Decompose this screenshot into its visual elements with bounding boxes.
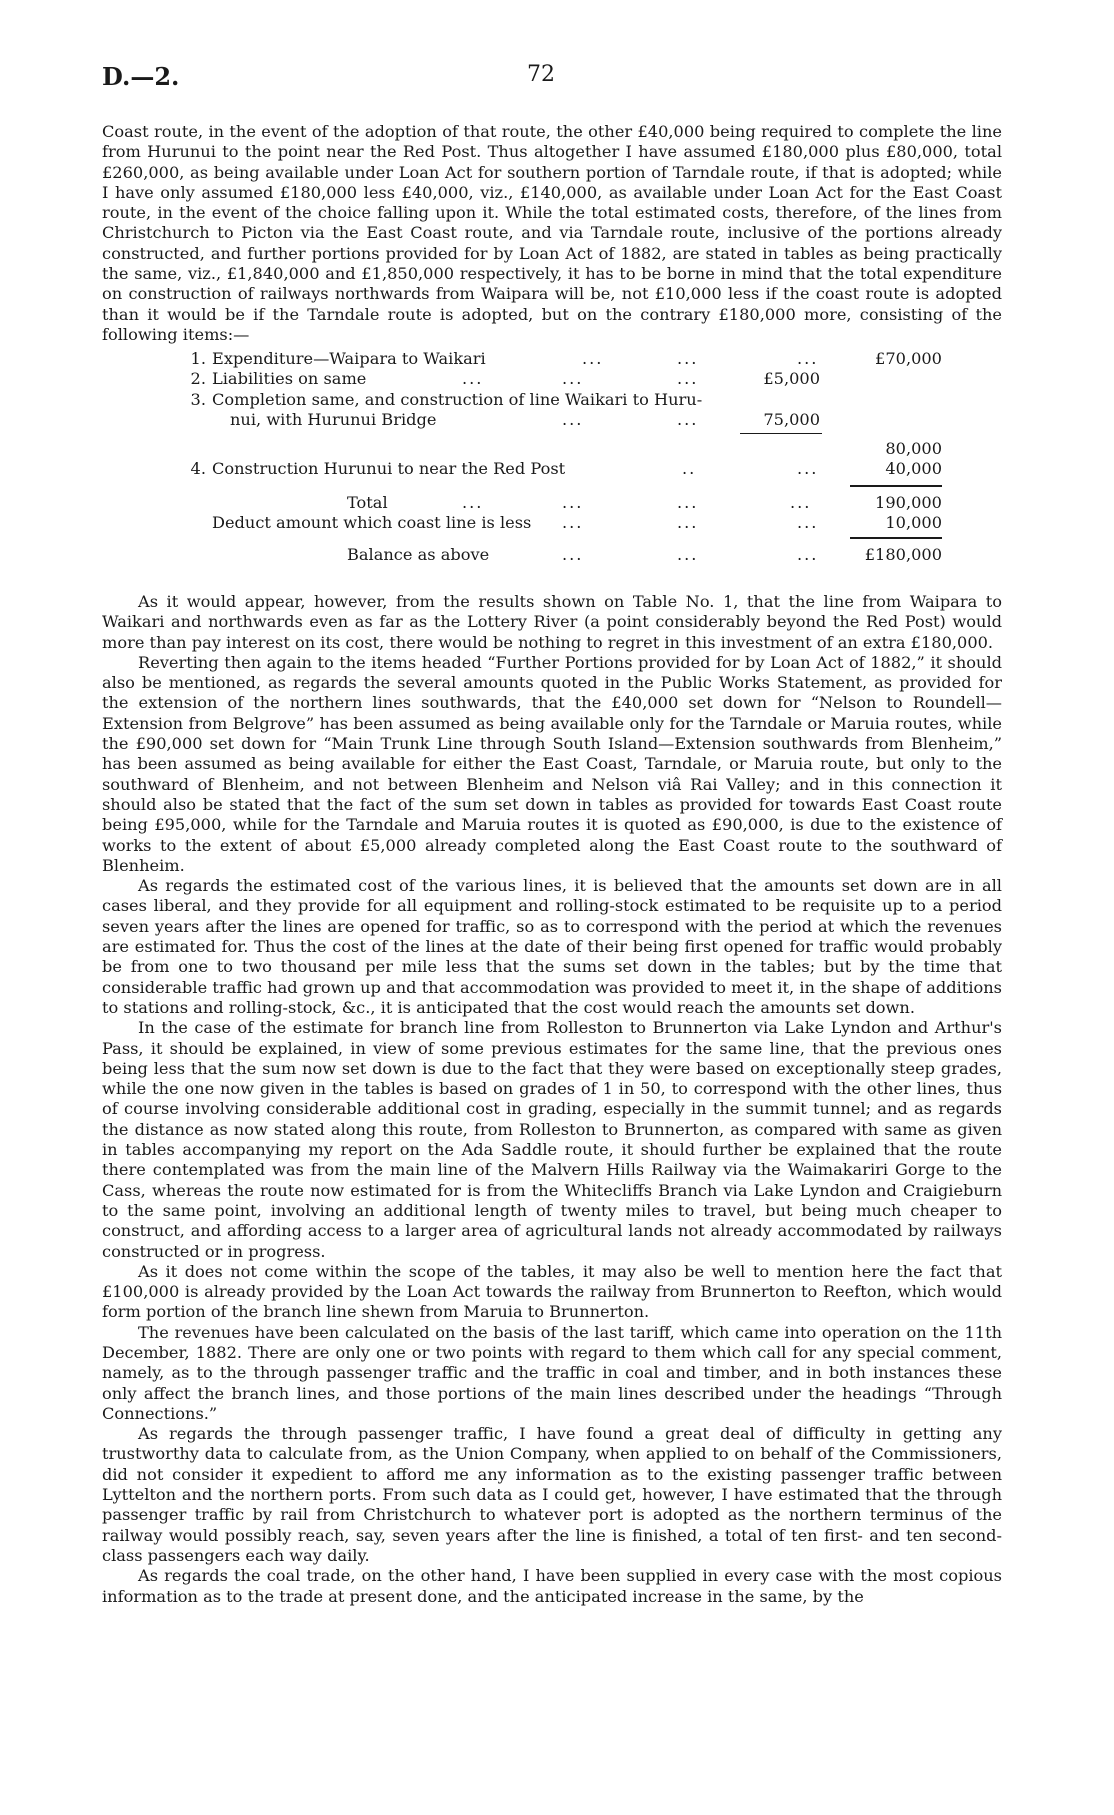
item-number: 4.: [190, 459, 206, 479]
deduct-row: Deduct amount which coast line is less ... ... ... 10,000: [212, 513, 942, 533]
paragraph: The revenues have been calculated on the basis of the last tariff, which came into operation on the 11th December, 1882. There are only one or two points with regard to them which call for any special comment, namely, as to the through passenger traffic and the traffic in coal and timber, and in both instances these only affect the branch lines, and those portions of the main lines described under the headings “Through Connections.”: [102, 1322, 1002, 1423]
item-amount: £5,000: [763, 369, 820, 389]
item-row-1: 1. Expenditure—Waipara to Waikari ... ... ... £70,000: [102, 349, 1002, 369]
deduct-label: Deduct amount which coast line is less: [212, 513, 532, 533]
paragraph: As regards the estimated cost of the various lines, it is believed that the amounts set down are in all cases liberal, and they provide for all equipment and rolling-stock estimated to be requisite up to a period seven years after the lines are opened for traffic, so as to correspond with the period at which the revenues are estimated for. Thus the cost of the lines at the date of their being first opened for traffic would probably be from one to two thousand per mile less that the sums set down in the tables; but by the time that considerable traffic had grown up and that accommodation was provided to meet it, in the shape of additions to stations and rolling-stock, &c., it is anticipated that the cost would reach the amounts set down.: [102, 876, 1002, 1017]
item-row-3: [102, 390, 1002, 410]
item-number: 1.: [190, 349, 206, 369]
paragraph: As it would appear, however, from the results shown on Table No. 1, that the line from Waipara to Waikari and northwards even as far as the Lottery River (a point considerably beyond the Red Post) would more than pay interest on its cost, there would be nothing to regret in this investment of an extra £180,000.: [102, 592, 1002, 652]
balance-row: Balance as above ... ... ... £180,000: [347, 545, 942, 565]
paragraph: As it does not come within the scope of the tables, it may also be well to mention here the fact that £100,000 is already provided by the Loan Act towards the railway from Brunnerton to Reefton, which would form portion of the branch line shewn from Maruia to Brunnerton.: [102, 1261, 1002, 1322]
subtotal-row: [102, 439, 1002, 459]
page-number: 72: [527, 62, 555, 87]
item-row-2: 2. Liabilities on same ... ... ... £5,000: [102, 369, 1002, 389]
balance-amount: £180,000: [864, 545, 942, 565]
intro-paragraph: Coast route, in the event of the adoption of that route, the other £40,000 being required to complete the line from Hurunui to the point near the Red Post. Thus altogether I have assumed £180,000 plus £80,000, total £260,000, as being available under Loan Act for southern portion of Tarndale route, if that is adopted; while I have only assumed £180,000 less £40,000, viz., £140,000, as available under Loan Act for the East Coast route, in the event of the choice falling upon it. While the total estimated costs, therefore, of the lines from Christchurch to Picton via the East Coast route, and via Tarndale route, inclusive of the portions already constructed, and further portions provided for by Loan Act of 1882, are stated in tables as being practically the same, viz., £1,840,000 and £1,850,000 respectively, it has to be borne in mind that the total expenditure on construction of railways northwards from Waipara will be, not £10,000 less if the coast route is adopted than it would be if the Tarndale route is adopted, but on the contrary £180,000 more, consisting of the following items:—: [102, 122, 1002, 344]
item-label: Completion same, and construction of line Waikari to Huru-: [212, 390, 703, 410]
subtotal-rule: [740, 433, 822, 434]
item-amount: 75,000: [763, 410, 820, 430]
total-row: Total ... ... ... ... 190,000: [347, 493, 942, 513]
body-paragraphs: [102, 592, 1002, 1607]
deduct-amount: 10,000: [885, 513, 942, 533]
item-label: Construction Hurunui to near the Red Post: [212, 459, 566, 479]
item-label-continued: nui, with Hurunui Bridge: [230, 410, 437, 430]
item-amount: £70,000: [875, 349, 942, 369]
document-id: D.—2.: [102, 62, 180, 91]
balance-label: Balance as above: [347, 545, 490, 565]
item-number: 2.: [190, 369, 206, 389]
item-row-4: 4. Construction Hurunui to near the Red Post .. ... 40,000: [102, 459, 1002, 479]
total-amount: 190,000: [875, 493, 942, 513]
subtotal-amount: 80,000: [885, 439, 942, 459]
item-amount: 40,000: [885, 459, 942, 479]
paragraph: Reverting then again to the items headed “Further Portions provided for by Loan Act of 1882,” it should also be mentioned, as regards the several amounts quoted in the Public Works Statement, as provided for the extension of the northern lines southwards, that the £40,000 set down for “Nelson to Roundell—Extension from Belgrove” has been assumed as being available only for the Tarndale or Maruia routes, while the £90,000 set down for “Main Trunk Line through South Island—Extension southwards from Blenheim,” has been assumed as being available for either the East Coast, Tarndale, or Maruia route, but only to the southward of Blenheim, and not between Blenheim and Nelson viâ Rai Valley; and in this connection it should also be stated that the fact of the sum set down in tables as provided for towards East Coast route being £95,000, while for the Tarndale and Maruia routes it is quoted as £90,000, is due to the existence of works to the extent of about £5,000 already completed along the East Coast route to the southward of Blenheim.: [102, 652, 1002, 875]
balance-rule: [850, 537, 942, 539]
paragraph: In the case of the estimate for branch line from Rolleston to Brunnerton via Lake Lyndon and Arthur's Pass, it should be explained, in view of some previous estimates for the same line, that the previous ones being less that the sum now set down is due to the fact that they were based on exceptionally steep grades, while the one now given in the tables is based on grades of 1 in 50, to correspond with the other lines, thus of course involving considerable additional cost in grading, especially in the summit tunnel; and as regards the distance as now stated along this route, from Rolleston to Brunnerton, as compared with same as given in tables accompanying my report on the Ada Saddle route, it should further be explained that the route there contemplated was from the main line of the Malvern Hills Railway via the Waimakariri Gorge to the Cass, whereas the route now estimated for is from the Whitecliffs Branch via Lake Lyndon and Craigieburn to the same point, involving an additional length of twenty miles to travel, but being much cheaper to construct, and affording access to a larger area of agricultural lands not already accommodated by railways constructed or in progress.: [102, 1018, 1002, 1261]
total-label: Total: [347, 493, 388, 513]
item-number: 3.: [190, 390, 206, 410]
item-label: Expenditure—Waipara to Waikari: [212, 349, 486, 369]
item-row-3-continued: nui, with Hurunui Bridge ... ... 75,000: [230, 410, 820, 430]
paragraph: As regards the coal trade, on the other hand, I have been supplied in every case with the most copious information as to the trade at present done, and the anticipated increase in the same, by the: [102, 1566, 1002, 1606]
total-rule: [850, 485, 942, 487]
paragraph: As regards the through passenger traffic, I have found a great deal of difficulty in getting any trustworthy data to calculate from, as the Union Company, when applied to on behalf of the Commissioners, did not consider it expedient to afford me any information as to the existing passenger traffic between Lyttelton and the northern ports. From such data as I could get, however, I have estimated that the through passenger traffic by rail from Christchurch to whatever port is adopted as the northern terminus of the railway would possibly reach, say, seven years after the line is finished, a total of ten first- and ten second-class passengers each way daily.: [102, 1424, 1002, 1565]
item-label: Liabilities on same: [212, 369, 367, 389]
page-header: [102, 62, 1002, 96]
